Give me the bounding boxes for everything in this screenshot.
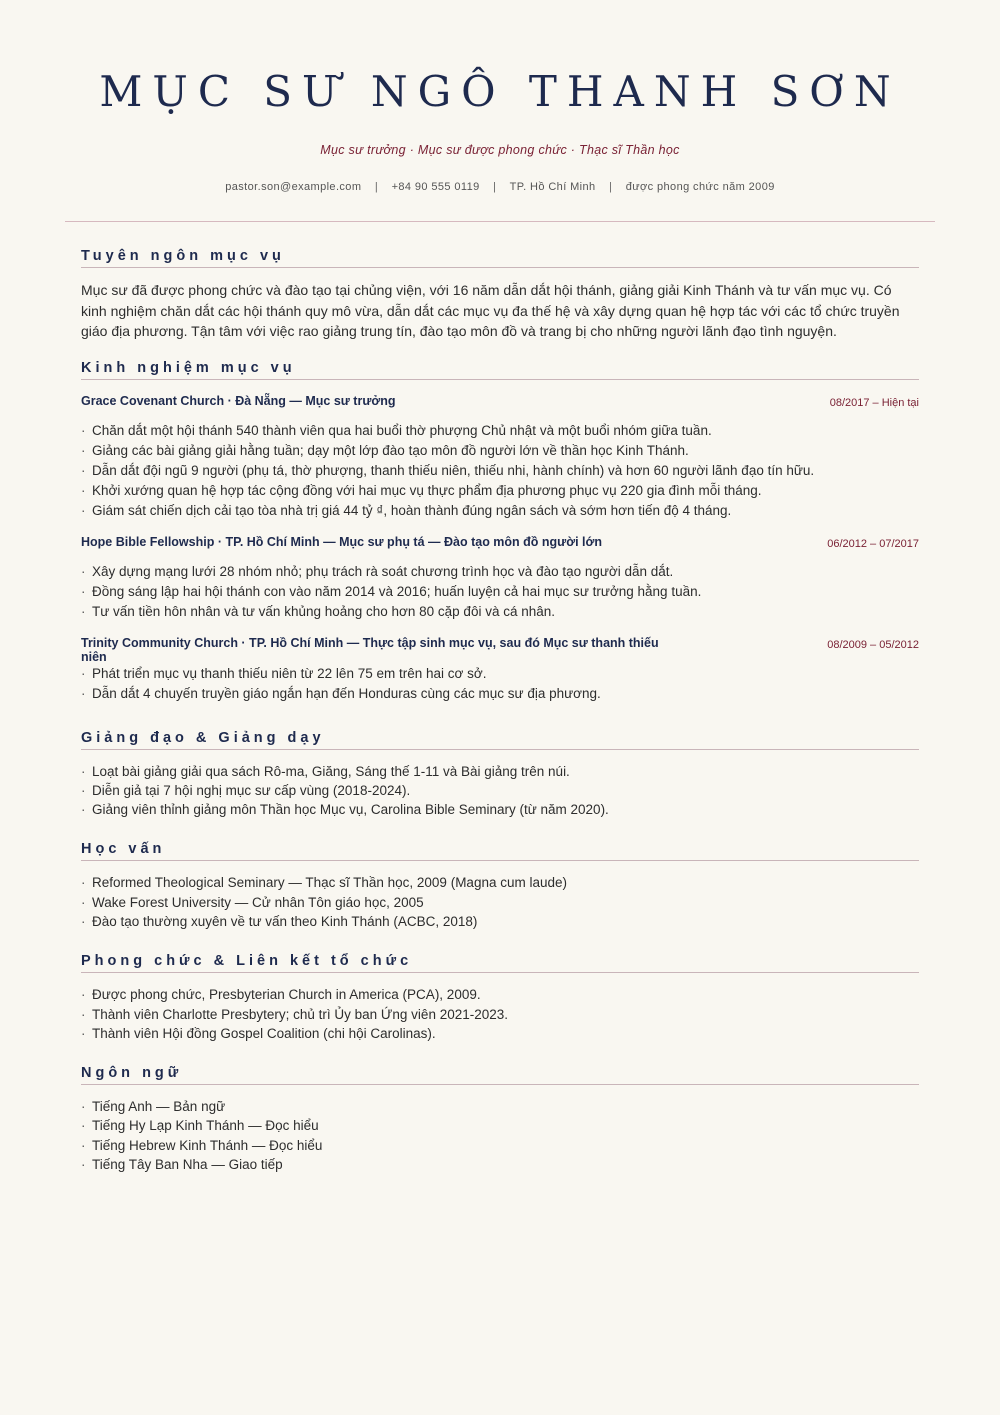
list-item: · Tiếng Hy Lạp Kinh Thánh — Đọc hiểu (81, 1116, 919, 1135)
person-name: MỤC SƯ NGÔ THANH SƠN (99, 67, 901, 116)
section-title-education: Học vấn (81, 841, 919, 861)
contact-separator: | (374, 181, 379, 193)
job-entry (81, 535, 919, 622)
job-bullets (81, 562, 919, 622)
contact-separator: | (609, 181, 613, 193)
list-item: · Dẫn dắt đội ngũ 9 người (phụ tá, thờ phượng, thanh thiếu niên, thiếu nhi, hành chính) và hơn 60 người lãnh đạo tín hữu. (81, 461, 919, 481)
list-item: · Diễn giả tại 7 hội nghị mục sư cấp vùng (2018-2024). (81, 781, 919, 800)
section-title-languages: Ngôn ngữ (81, 1065, 919, 1085)
job-title: Hope Bible Fellowship · TP. Hồ Chí Minh — Mục sư phụ tá — Đào tạo môn đồ người lớn (81, 534, 603, 549)
section-title-summary: Tuyên ngôn mục vụ (81, 248, 919, 268)
contact-ordination: được phong chức năm 2009 (625, 181, 775, 193)
preaching-section (81, 730, 919, 820)
ordination-list (81, 985, 919, 1043)
list-item: · Giám sát chiến dịch cải tạo tòa nhà trị giá 44 tỷ ₫, hoàn thành đúng ngân sách và sớm hơn tiến độ 4 tháng. (81, 501, 919, 521)
job-bullets (81, 421, 919, 521)
list-item: · Chăn dắt một hội thánh 540 thành viên qua hai buổi thờ phượng Chủ nhật và một buổi nhóm giữa tuần. (81, 421, 919, 441)
contact-location: TP. Hồ Chí Minh (509, 181, 596, 193)
section-title-preaching: Giảng đạo & Giảng dạy (81, 730, 919, 750)
contact-separator: | (493, 181, 497, 193)
list-item: · Phát triển mục vụ thanh thiếu niên từ 22 lên 75 em trên hai cơ sở. (81, 664, 919, 684)
header-divider (65, 221, 935, 222)
job-title: Trinity Community Church · TP. Hồ Chí Minh — Thực tập sinh mục vụ, sau đó Mục sư thanh thiếu niên (81, 635, 659, 664)
job-entry (81, 636, 919, 704)
contact-line (0, 181, 1000, 193)
summary-text: Mục sư đã được phong chức và đào tạo tại chủng viện, với 16 năm dẫn dắt hội thánh, giảng giải Kinh Thánh và tư vấn mục vụ. Có kinh nghiệm chăn dắt các hội thánh quy mô vừa, dẫn dắt các mục vụ đa thế hệ và xây dựng quan hệ hợp tác với các tổ chức truyền giáo địa phương. Tận tâm với việc rao giảng trung tín, đào tạo môn đồ và trang bị cho những người lãnh đạo tình nguyện. (81, 282, 900, 339)
job-entry (81, 394, 919, 521)
list-item: · Tiếng Tây Ban Nha — Giao tiếp (81, 1155, 919, 1174)
resume-body (81, 248, 919, 1192)
job-dates: 06/2012 – 07/2017 (827, 537, 919, 550)
list-item: · Giảng viên thỉnh giảng môn Thần học Mục vụ, Carolina Bible Seminary (từ năm 2020). (81, 800, 919, 819)
job-dates: 08/2017 – Hiện tại (829, 396, 919, 409)
ordination-section (81, 953, 919, 1043)
summary-section (81, 248, 919, 342)
languages-list (81, 1097, 919, 1174)
list-item: · Giảng các bài giảng giải hằng tuần; dạy một lớp đào tạo môn đồ người lớn về thần học Kinh Thánh. (81, 441, 919, 461)
list-item: · Loạt bài giảng giải qua sách Rô-ma, Giăng, Sáng thế 1-11 và Bài giảng trên núi. (81, 762, 919, 781)
list-item: · Reformed Theological Seminary — Thạc sĩ Thần học, 2009 (Magna cum laude) (81, 873, 919, 892)
list-item: · Đào tạo thường xuyên về tư vấn theo Kinh Thánh (ACBC, 2018) (81, 912, 919, 931)
list-item: · Tiếng Hebrew Kinh Thánh — Đọc hiểu (81, 1136, 919, 1155)
job-bullets (81, 664, 919, 704)
contact-phone: +84 90 555 0119 (391, 181, 480, 193)
contact-email: pastor.son@example.com (225, 181, 362, 193)
list-item: · Đồng sáng lập hai hội thánh con vào năm 2014 và 2016; huấn luyện cả hai mục sư trưởng hằng tuần. (81, 582, 919, 602)
list-item: · Khởi xướng quan hệ hợp tác cộng đồng với hai mục vụ thực phẩm địa phương phục vụ 220 gia đình mỗi tháng. (81, 481, 919, 501)
section-title-experience: Kinh nghiệm mục vụ (81, 360, 919, 380)
list-item: · Tiếng Anh — Bản ngữ (81, 1097, 919, 1116)
list-item: · Thành viên Hội đồng Gospel Coalition (chi hội Carolinas). (81, 1024, 919, 1043)
list-item: · Thành viên Charlotte Presbytery; chủ trì Ủy ban Ứng viên 2021-2023. (81, 1005, 919, 1024)
section-title-ordination: Phong chức & Liên kết tổ chức (81, 953, 919, 973)
experience-section (81, 360, 919, 704)
resume-header (0, 0, 1000, 193)
education-section (81, 841, 919, 931)
list-item: · Tư vấn tiền hôn nhân và tư vấn khủng hoảng cho hơn 80 cặp đôi và cá nhân. (81, 602, 919, 622)
languages-section (81, 1065, 919, 1174)
list-item: · Wake Forest University — Cử nhân Tôn giáo học, 2005 (81, 893, 919, 912)
professional-subtitle: Mục sư trưởng · Mục sư được phong chức · Thạc sĩ Thần học (320, 143, 680, 157)
list-item: · Được phong chức, Presbyterian Church in America (PCA), 2009. (81, 985, 919, 1004)
list-item: · Dẫn dắt 4 chuyến truyền giáo ngắn hạn đến Honduras cùng các mục sư địa phương. (81, 684, 919, 704)
education-list (81, 873, 919, 931)
list-item: · Xây dựng mạng lưới 28 nhóm nhỏ; phụ trách rà soát chương trình học và đào tạo người dẫn dắt. (81, 562, 919, 582)
preaching-list (81, 762, 919, 820)
job-title: Grace Covenant Church · Đà Nẵng — Mục sư trưởng (81, 393, 396, 408)
job-dates: 08/2009 – 05/2012 (827, 638, 919, 651)
